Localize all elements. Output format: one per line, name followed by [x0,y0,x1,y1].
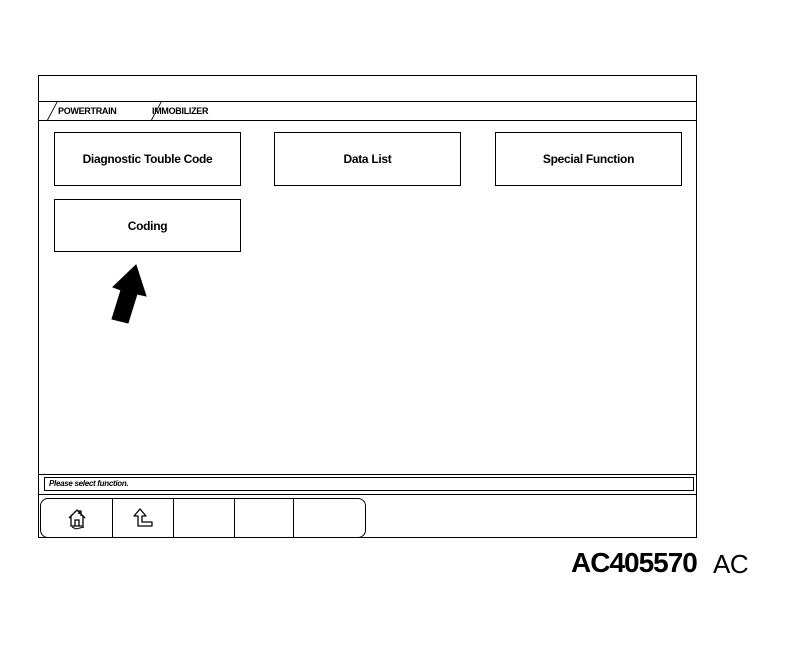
toolbar-button-4[interactable] [235,499,294,537]
toolbar-button-5[interactable] [294,499,355,537]
status-message: Please select function. [49,479,129,488]
home-icon [65,506,89,530]
figure-code: AC405570 [571,547,697,578]
breadcrumb-immobilizer[interactable]: IMMOBILIZER [152,106,209,116]
breadcrumb-separator [47,101,58,120]
data-list-button[interactable]: Data List [274,132,461,186]
home-button[interactable] [41,499,113,537]
coding-button[interactable]: Coding [54,199,241,252]
pointer-arrow-icon [108,263,152,325]
bottom-toolbar [40,498,366,538]
figure-code-suffix: AC [713,549,749,579]
toolbar-divider [39,494,696,495]
breadcrumb-powertrain[interactable]: POWERTRAIN [58,106,117,116]
title-bar [39,76,696,102]
back-button[interactable] [113,499,174,537]
back-icon [131,506,155,530]
breadcrumb [39,101,696,121]
toolbar-button-3[interactable] [174,499,235,537]
status-bar [44,477,694,491]
special-function-button[interactable]: Special Function [495,132,682,186]
diagnostic-trouble-code-button[interactable]: Diagnostic Touble Code [54,132,241,186]
status-divider [39,474,696,475]
